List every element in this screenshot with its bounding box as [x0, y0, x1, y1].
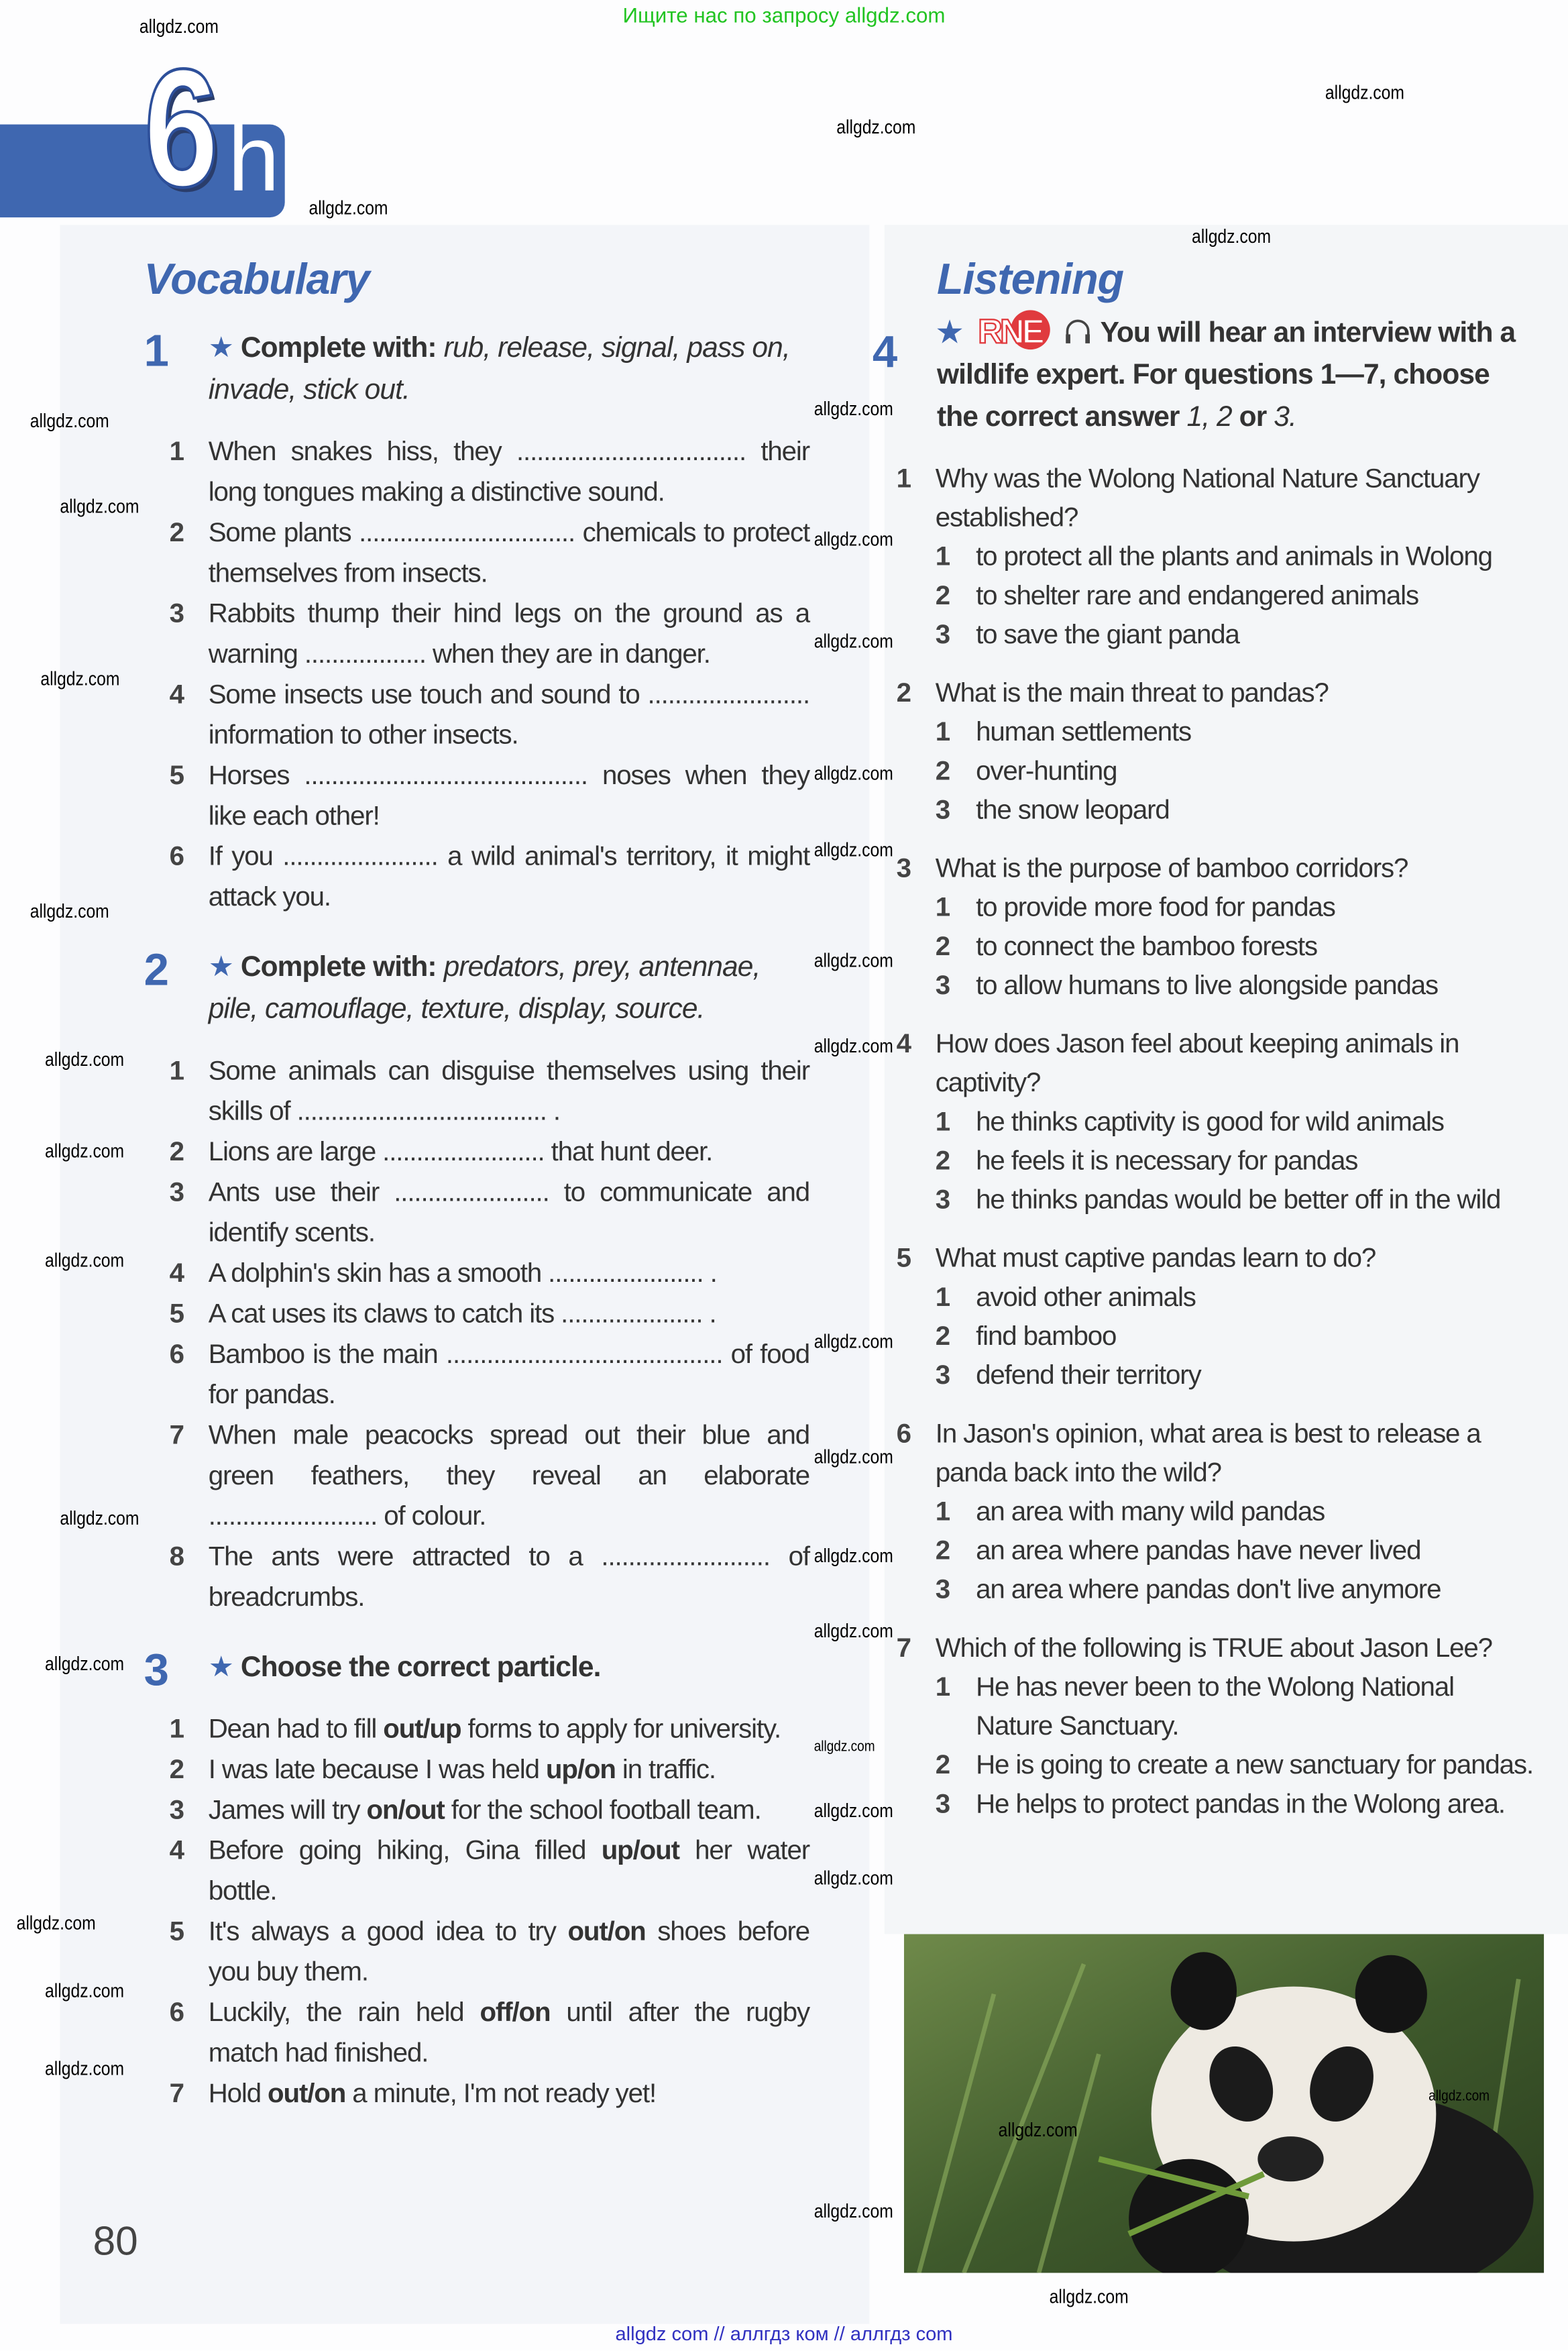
watermark: allgdz.com: [1429, 2088, 1490, 2106]
item-text: The ants were attracted to a ......................... of breadcrumbs.: [208, 1541, 810, 1612]
watermark: allgdz.com: [814, 1445, 893, 1468]
item-number: 1: [169, 1713, 184, 1744]
watermark: allgdz.com: [1049, 2285, 1129, 2307]
item-text: Some plants ................................ chemicals to protect themselves from insects.: [208, 517, 810, 588]
list-item: [170, 1294, 809, 1334]
watermark: allgdz.com: [16, 1911, 96, 1934]
option-number: 2: [935, 1749, 950, 1780]
option-text: to allow humans to live alongside pandas: [976, 970, 1439, 1000]
option-text: defend their territory: [976, 1360, 1201, 1390]
exercise-4-number: 4: [872, 328, 898, 378]
option-number: 3: [935, 1574, 950, 1604]
list-item: [170, 1334, 809, 1415]
watermark: allgdz.com: [139, 15, 219, 38]
question-text: What is the main threat to pandas?: [935, 677, 1329, 708]
question-number: 4: [896, 1028, 911, 1059]
option-number: 1: [935, 1496, 950, 1527]
answer-option: [936, 1667, 1535, 1745]
question: [897, 673, 1535, 829]
watermark: allgdz.com: [814, 1866, 893, 1890]
rne-badge: [969, 309, 1056, 351]
watermark: allgdz.com: [45, 1979, 125, 2002]
instruction-text: You will hear an interview with a wildlife expert. For questions 1—7, choose the correct answer: [937, 317, 1516, 433]
watermark: allgdz.com: [814, 838, 893, 861]
answer-option: [936, 537, 1535, 576]
option-text: He helps to protect pandas in the Wolong area.: [976, 1788, 1505, 1819]
item-number: 3: [169, 598, 184, 628]
watermark: allgdz.com: [309, 196, 388, 219]
item-number: 6: [169, 840, 184, 871]
watermark: allgdz.com: [814, 629, 893, 653]
list-item: [170, 1749, 809, 1790]
question-number: 6: [896, 1418, 911, 1449]
word-bank: rub, release, signal, pass on, invade, stick out.: [208, 333, 790, 406]
watermark: allgdz.com: [814, 1034, 893, 1057]
option-text: he feels it is necessary for pandas: [976, 1145, 1358, 1176]
answer-option: [936, 1531, 1535, 1570]
item-number: 2: [169, 517, 184, 547]
watermark: allgdz.com: [814, 948, 893, 972]
option-number: 3: [935, 1788, 950, 1819]
item-number: 8: [169, 1541, 184, 1572]
item-text-before: James will try: [208, 1794, 367, 1825]
item-text: Rabbits thump their hind legs on the ground as a warning .................. when they are in danger.: [208, 598, 810, 669]
item-number: 5: [169, 1916, 184, 1947]
list-item: [170, 1993, 809, 2074]
answer-option: [936, 887, 1535, 926]
question-number: 1: [896, 463, 911, 494]
item-text: A cat uses its claws to catch its ..................... .: [208, 1298, 716, 1329]
item-number: 7: [169, 1419, 184, 1450]
watermark: allgdz.com: [45, 2057, 125, 2080]
instruction-or: or: [1231, 402, 1274, 433]
particle-choice: out/on: [268, 2077, 346, 2108]
list-item: [170, 1254, 809, 1294]
exercise-3-items: [144, 1709, 809, 2114]
unit-letter: h: [227, 107, 280, 212]
option-number: 2: [935, 1145, 950, 1176]
exercise-3-instruction: [144, 1647, 809, 1690]
star-icon: ★: [208, 1652, 233, 1684]
answer-option: [936, 965, 1535, 1004]
instruction-label: Complete with:: [240, 333, 437, 365]
headphones-icon: [1064, 318, 1101, 349]
item-number: 4: [169, 1258, 184, 1289]
option-text: find bamboo: [976, 1321, 1117, 1351]
item-number: 3: [169, 1177, 184, 1207]
watermark: allgdz.com: [814, 1799, 893, 1822]
option-number: 1: [935, 1106, 950, 1137]
question: [897, 459, 1535, 654]
item-text-after: her water bottle.: [208, 1835, 810, 1906]
list-item: [170, 675, 809, 756]
page-number: 80: [93, 2219, 138, 2264]
answer-option: [936, 1141, 1535, 1180]
item-text: Some animals can disguise themselves using their skills of ..................................... .: [208, 1055, 810, 1126]
item-number: 1: [169, 1055, 184, 1086]
watermark: allgdz.com: [30, 409, 109, 432]
list-item: [170, 594, 809, 675]
listening-title: Listening: [937, 256, 1124, 305]
option-number: 3: [935, 1184, 950, 1215]
item-text-after: in traffic.: [615, 1754, 716, 1784]
item-text-after: until after the rugby match had finished.: [208, 1997, 810, 2068]
item-text-before: Hold: [208, 2077, 268, 2108]
item-text: If you ....................... a wild animal's territory, it might attack you.: [208, 840, 810, 912]
item-number: 4: [169, 1835, 184, 1865]
question-text: How does Jason feel about keeping animals in captivity?: [935, 1028, 1459, 1098]
question-text: Which of the following is TRUE about Jason Lee?: [935, 1633, 1492, 1663]
star-icon: ★: [937, 317, 962, 349]
answer-option: [936, 926, 1535, 965]
particle-choice: out/on: [567, 1916, 646, 1947]
option-number: 1: [935, 1282, 950, 1312]
answer-option: [936, 712, 1535, 751]
exercise-1-number: 1: [144, 327, 169, 377]
particle-choice: off/on: [480, 1997, 551, 2027]
watermark: allgdz.com: [40, 667, 120, 690]
item-number: 1: [169, 436, 184, 467]
list-item: [170, 1790, 809, 1830]
listening-column: [873, 255, 1535, 1823]
watermark: allgdz.com: [814, 527, 893, 551]
item-number: 3: [169, 1794, 184, 1825]
option-number: 3: [935, 794, 950, 825]
answer-option: [936, 790, 1535, 829]
item-text: Ants use their ....................... to communicate and identify scents.: [208, 1177, 810, 1248]
question-number: 5: [896, 1242, 911, 1273]
instruction-options: 1, 2: [1186, 402, 1232, 433]
item-text: Horses .......................................... noses when they like each other!: [208, 760, 810, 831]
list-item: [170, 512, 809, 594]
option-text: the snow leopard: [976, 794, 1170, 825]
answer-option: [936, 1570, 1535, 1608]
option-number: 2: [935, 931, 950, 961]
exercise-4: [873, 309, 1535, 1823]
list-item: [170, 1537, 809, 1618]
star-icon: ★: [208, 333, 233, 365]
question: [897, 849, 1535, 1004]
item-number: 2: [169, 1136, 184, 1166]
answer-option: [936, 1277, 1535, 1316]
list-item: [170, 1415, 809, 1537]
option-text: over-hunting: [976, 755, 1117, 786]
footer-links[interactable]: allgdz com // аллгдз ком // аллгдз com: [615, 2322, 953, 2345]
item-text: Lions are large ........................ that hunt deer.: [208, 1136, 713, 1166]
option-text: He is going to create a new sanctuary for pandas.: [976, 1749, 1534, 1780]
star-icon: ★: [208, 952, 233, 984]
item-text: When snakes hiss, they .................................. their long tongues making a distinctive sound.: [208, 436, 810, 507]
option-number: 3: [935, 970, 950, 1000]
watermark: allgdz.com: [1325, 80, 1404, 104]
item-number: 6: [169, 1997, 184, 2027]
option-number: 2: [935, 1535, 950, 1566]
item-text: Some insects use touch and sound to ........................ information to other insects.: [208, 679, 810, 750]
item-text-before: I was late because I was held: [208, 1754, 546, 1784]
exercise-4-questions: [873, 459, 1535, 1823]
instruction-end: 3.: [1274, 402, 1296, 433]
option-number: 2: [935, 755, 950, 786]
rne-badge-text: RNE: [977, 312, 1042, 351]
option-number: 1: [935, 1672, 950, 1702]
list-item: [170, 432, 809, 513]
watermark: allgdz.com: [1191, 225, 1272, 248]
item-text-after: shoes before you buy them.: [208, 1916, 810, 1987]
option-text: to protect all the plants and animals in Wolong: [976, 541, 1492, 571]
option-text: he thinks captivity is good for wild animals: [976, 1106, 1444, 1137]
watermark: allgdz.com: [814, 761, 893, 785]
item-text-before: Luckily, the rain held: [208, 1997, 480, 2027]
option-text: to connect the bamboo forests: [976, 931, 1317, 961]
answer-option: [936, 1784, 1535, 1823]
item-text-after: for the school football team.: [444, 1794, 761, 1825]
list-item: [170, 836, 809, 918]
watermark: allgdz.com: [45, 1652, 125, 1675]
item-text-after: forms to apply for university.: [461, 1713, 781, 1744]
option-text: avoid other animals: [976, 1282, 1196, 1312]
instruction-label: Choose the correct particle.: [240, 1652, 601, 1684]
answer-option: [936, 1492, 1535, 1531]
answer-option: [936, 1317, 1535, 1356]
question: [897, 1628, 1535, 1823]
particle-choice: up/out: [601, 1835, 679, 1865]
list-item: [170, 1830, 809, 1912]
watermark: allgdz.com: [45, 1248, 125, 1272]
question-text: What is the purpose of bamboo corridors?: [935, 853, 1408, 883]
option-number: 1: [935, 891, 950, 922]
list-item: [170, 1132, 809, 1172]
question-text: What must captive pandas learn to do?: [935, 1242, 1376, 1273]
exercise-2-items: [144, 1051, 809, 1618]
exercise-4-instruction: [873, 309, 1535, 439]
question-number: 7: [896, 1633, 911, 1663]
question-number: 3: [896, 853, 911, 883]
list-item: [170, 1051, 809, 1132]
answer-option: [936, 1745, 1535, 1784]
answer-option: [936, 576, 1535, 614]
exercise-2: [144, 948, 809, 1618]
option-text: to provide more food for pandas: [976, 891, 1335, 922]
answer-option: [936, 1180, 1535, 1219]
watermark: allgdz.com: [60, 494, 139, 518]
answer-option: [936, 1102, 1535, 1141]
item-number: 2: [169, 1754, 184, 1784]
item-text-before: Before going hiking, Gina filled: [208, 1835, 602, 1865]
question: [897, 1238, 1535, 1394]
vocabulary-column: [144, 255, 809, 2114]
item-text: A dolphin's skin has a smooth ....................... .: [208, 1258, 717, 1289]
answer-option: [936, 614, 1535, 653]
option-number: 1: [935, 541, 950, 571]
particle-choice: on/out: [366, 1794, 445, 1825]
option-number: 2: [935, 1321, 950, 1351]
item-text-after: a minute, I'm not ready yet!: [345, 2077, 657, 2108]
unit-number: 6: [144, 34, 219, 222]
answer-option: [936, 751, 1535, 790]
item-text: Bamboo is the main ......................................... of food for pandas.: [208, 1339, 810, 1410]
question-number: 2: [896, 677, 911, 708]
question: [897, 1024, 1535, 1219]
option-text: he thinks pandas would be better off in the wild: [976, 1184, 1501, 1215]
watermark: allgdz.com: [814, 1739, 875, 1756]
item-number: 4: [169, 679, 184, 710]
exercise-3-number: 3: [144, 1646, 169, 1696]
watermark: allgdz.com: [30, 899, 109, 922]
item-number: 5: [169, 1298, 184, 1329]
option-text: an area where pandas don't live anymore: [976, 1574, 1441, 1604]
watermark: allgdz.com: [814, 397, 893, 420]
watermark: allgdz.com: [814, 2199, 893, 2222]
item-text-before: Dean had to fill: [208, 1713, 384, 1744]
option-text: an area where pandas have never lived: [976, 1535, 1421, 1566]
exercise-1: [144, 329, 809, 918]
question-text: Why was the Wolong National Nature Sanctuary established?: [935, 463, 1479, 533]
watermark: allgdz.com: [814, 1544, 893, 1567]
option-number: 3: [935, 619, 950, 649]
option-text: to shelter rare and endangered animals: [976, 580, 1418, 610]
item-text: When male peacocks spread out their blue and green feathers, they reveal an elaborate ......................... of colour.: [208, 1419, 810, 1531]
option-text: to save the giant panda: [976, 619, 1239, 649]
top-note[interactable]: Ищите нас по запросу allgdz.com: [622, 3, 946, 28]
exercise-1-items: [144, 432, 809, 918]
option-text: He has never been to the Wolong National Nature Sanctuary.: [976, 1672, 1454, 1741]
item-number: 6: [169, 1339, 184, 1369]
watermark: allgdz.com: [814, 1619, 893, 1642]
exercise-2-number: 2: [144, 946, 169, 996]
exercise-3: [144, 1647, 809, 2114]
vocabulary-title: Vocabulary: [144, 256, 370, 305]
option-text: human settlements: [976, 716, 1192, 747]
list-item: [170, 1709, 809, 1749]
item-number: 7: [169, 2077, 184, 2108]
particle-choice: up/on: [545, 1754, 616, 1784]
option-number: 1: [935, 716, 950, 747]
list-item: [170, 1912, 809, 1993]
exercise-1-instruction: [144, 329, 809, 413]
word-bank: predators, prey, antennae, pile, camouflage, texture, display, source.: [208, 952, 761, 1026]
watermark: allgdz.com: [836, 115, 916, 138]
option-number: 3: [935, 1360, 950, 1390]
list-item: [170, 1172, 809, 1254]
watermark: allgdz.com: [45, 1139, 125, 1162]
option-text: an area with many wild pandas: [976, 1496, 1325, 1527]
exercise-2-instruction: [144, 948, 809, 1032]
instruction-label: Complete with:: [240, 952, 437, 984]
list-item: [170, 2073, 809, 2114]
question: [897, 1414, 1535, 1609]
question-text: In Jason's opinion, what area is best to release a panda back into the wild?: [935, 1418, 1481, 1488]
answer-option: [936, 1356, 1535, 1395]
watermark: allgdz.com: [998, 2118, 1078, 2141]
option-number: 2: [935, 580, 950, 610]
list-item: [170, 756, 809, 837]
particle-choice: out/up: [383, 1713, 461, 1744]
item-text-before: It's always a good idea to try: [208, 1916, 568, 1947]
watermark: allgdz.com: [814, 1329, 893, 1353]
watermark: allgdz.com: [60, 1507, 139, 1529]
item-number: 5: [169, 760, 184, 790]
watermark: allgdz.com: [45, 1048, 125, 1071]
